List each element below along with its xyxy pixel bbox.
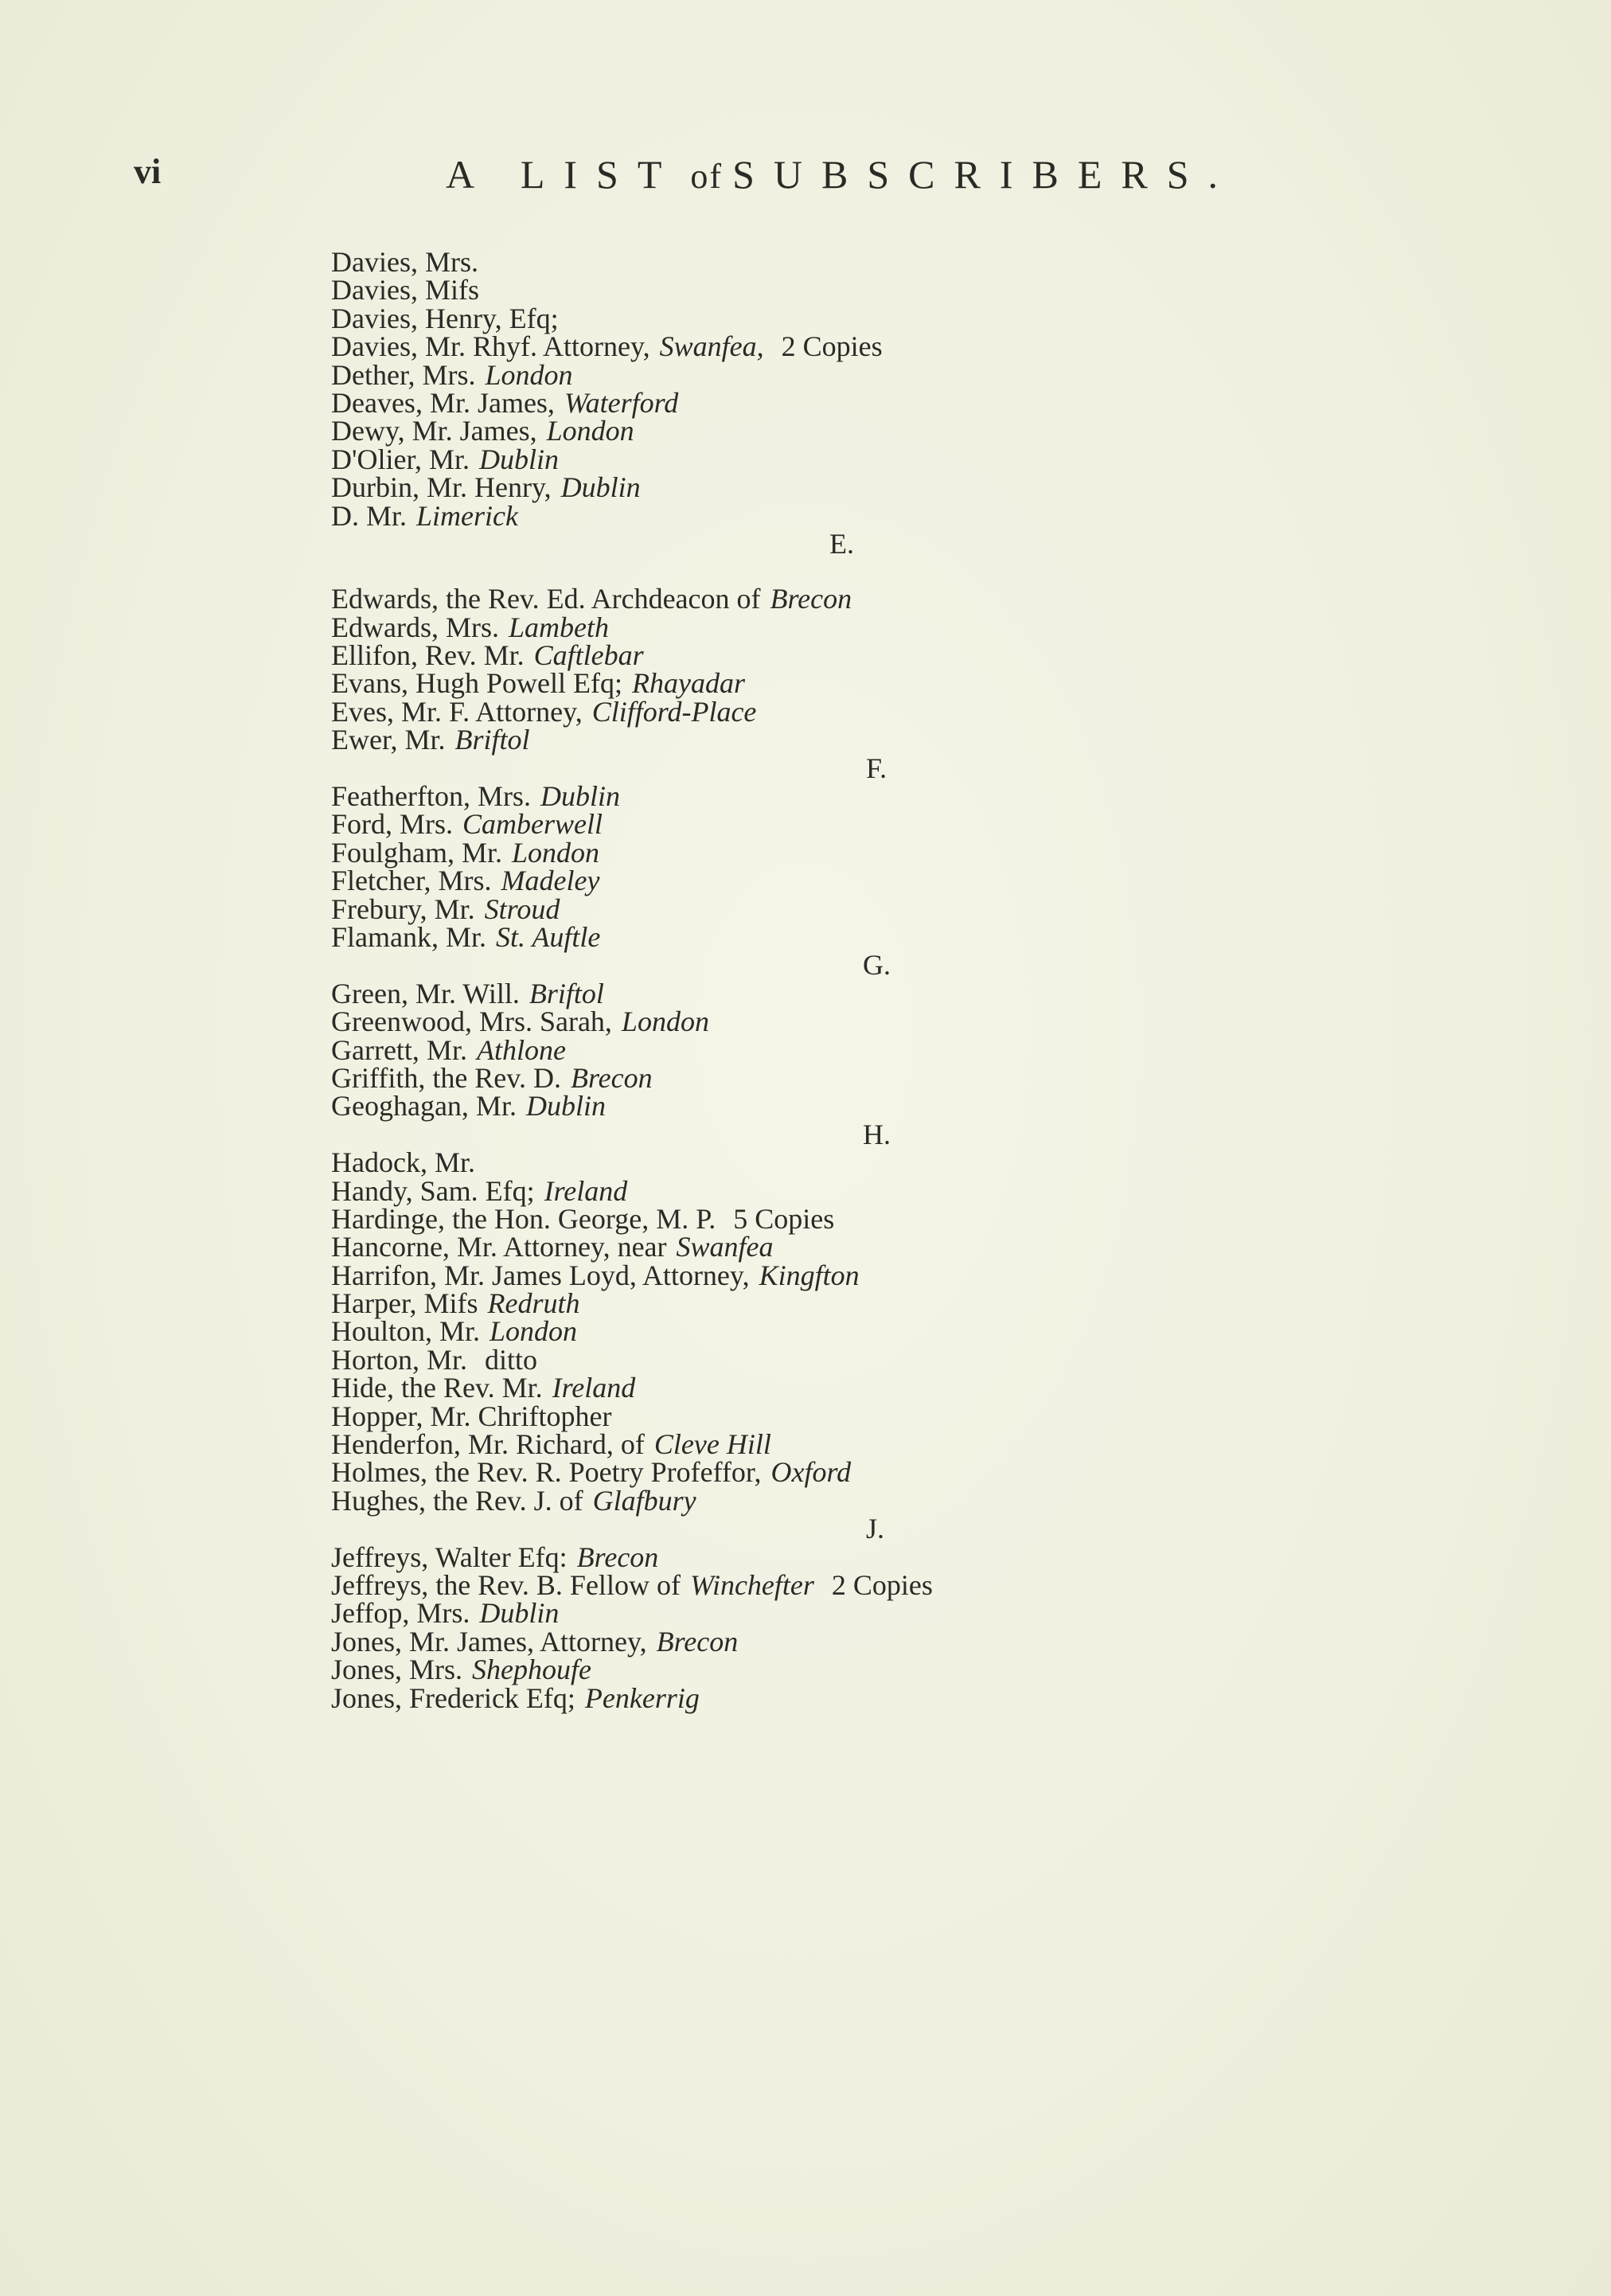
subscriber-entry (331, 639, 1525, 672)
subscriber-entry (331, 920, 1525, 953)
subscriber-place: London (490, 1315, 578, 1348)
subscriber-note: 2 Copies (781, 330, 883, 363)
section-h (331, 1146, 1525, 1517)
section-heading-h: H. (863, 1118, 891, 1150)
page-title (446, 151, 1237, 197)
subscriber-entry (331, 808, 1525, 841)
subscriber-name: Holmes, the Rev. R. Poetry Profeffor, (331, 1456, 762, 1489)
subscriber-entry (331, 1033, 1525, 1066)
subscriber-place: Penkerrig (584, 1681, 700, 1714)
subscriber-name: Ewer, Mr. (331, 724, 446, 756)
subscriber-name: Jeffreys, Walter Efq: (331, 1540, 568, 1573)
subscriber-place: Cleve Hill (653, 1428, 771, 1461)
subscriber-name: Green, Mr. Will. (331, 977, 520, 1009)
subscriber-entry (331, 1374, 1525, 1402)
subscriber-entry (331, 471, 1525, 504)
subscriber-name: Henderfon, Mr. Richard, of (331, 1428, 645, 1461)
subscriber-place: Redruth (487, 1287, 580, 1320)
subscriber-place: Brecon (770, 583, 852, 615)
subscriber-place: Limerick (416, 499, 518, 532)
subscriber-name: Edwards, Mrs. (331, 611, 499, 643)
subscriber-place: Oxford (770, 1456, 852, 1489)
subscriber-note: 2 Copies (831, 1568, 933, 1601)
subscriber-entry (331, 386, 1525, 419)
subscriber-name: Hadock, Mr. (331, 1146, 475, 1179)
subscriber-place: Winchefter (689, 1568, 814, 1601)
subscriber-name: Geoghagan, Mr. (331, 1090, 517, 1123)
subscriber-name: Davies, Henry, Efq; (331, 302, 559, 334)
subscriber-entry (331, 248, 1525, 276)
subscriber-name: Evans, Hugh Powell Efq; (331, 667, 622, 700)
subscriber-place: Waterford (564, 386, 679, 419)
subscriber-name: Dewy, Mr. James, (331, 415, 537, 447)
subscriber-entry (331, 1233, 1525, 1261)
subscriber-place: Dublin (525, 1090, 606, 1123)
subscriber-entry (331, 1681, 1525, 1714)
subscriber-name: Davies, Mr. Rhyf. Attorney, (331, 330, 650, 363)
subscriber-name: Davies, Mifs (331, 274, 479, 307)
subscriber-entry (331, 330, 1525, 363)
subscriber-name: Durbin, Mr. Henry, (331, 471, 552, 504)
subscriber-name: Ford, Mrs. (331, 808, 454, 841)
subscriber-entry (331, 1259, 1525, 1291)
subscriber-name: Hopper, Mr. Chriftopher (331, 1400, 612, 1432)
section-heading-j: J. (866, 1513, 885, 1545)
subscriber-name: Fletcher, Mrs. (331, 865, 492, 897)
subscriber-place: Shephoufe (472, 1654, 591, 1686)
subscriber-place: Athlone (476, 1033, 566, 1066)
subscriber-place: Stroud (484, 892, 560, 925)
section-heading-g: G. (863, 949, 891, 982)
subscriber-entry (331, 780, 1525, 813)
subscriber-entry (331, 867, 1525, 895)
title-of: of (690, 157, 724, 196)
subscriber-place: Camberwell (462, 808, 603, 841)
subscriber-place: Caftlebar (533, 639, 644, 672)
subscriber-place: Brecon (576, 1540, 659, 1573)
subscriber-place: Briftol (454, 724, 530, 756)
subscriber-name: Garrett, Mr. (331, 1033, 467, 1066)
subscriber-entry (331, 274, 1525, 307)
subscriber-place: Dublin (540, 780, 620, 813)
subscriber-name: Featherfton, Mrs. (331, 780, 531, 813)
section-heading-f: F. (866, 752, 887, 784)
subscriber-place: Dublin (479, 1597, 560, 1630)
subscriber-name: Harrifon, Mr. James Loyd, Attorney, (331, 1259, 750, 1291)
subscriber-entry (331, 892, 1525, 925)
subscriber-entry (331, 1090, 1525, 1123)
section-d (331, 248, 1525, 530)
subscriber-place: Lambeth (508, 611, 609, 643)
subscriber-entry (331, 1484, 1525, 1517)
subscriber-entry (331, 499, 1525, 532)
title-list: LIST (520, 152, 681, 197)
subscriber-entry (331, 1625, 1525, 1658)
subscriber-entry (331, 443, 1525, 475)
subscriber-name: Deaves, Mr. James, (331, 386, 555, 419)
subscriber-name: Jones, Frederick Efq; (331, 1681, 575, 1714)
subscriber-name: Jones, Mrs. (331, 1654, 463, 1686)
subscriber-place: Brecon (656, 1625, 739, 1658)
subscriber-name: Hide, the Rev. Mr. (331, 1372, 543, 1404)
running-head (0, 151, 1611, 199)
subscriber-place: Madeley (501, 865, 600, 897)
subscriber-entry (331, 1287, 1525, 1320)
subscriber-name: Jones, Mr. James, Attorney, (331, 1625, 647, 1658)
section-g (331, 977, 1525, 1123)
subscriber-name: Edwards, the Rev. Ed. Archdeacon of (331, 583, 761, 615)
subscriber-entry (331, 1400, 1525, 1432)
title-a: A (446, 152, 492, 197)
subscriber-place: London (621, 1005, 709, 1038)
subscriber-name: Greenwood, Mrs. Sarah, (331, 1005, 612, 1038)
subscriber-name: Griffith, the Rev. D. (331, 1061, 561, 1094)
section-e (331, 585, 1525, 754)
subscriber-entry (331, 585, 1525, 613)
subscriber-place: Ireland (544, 1174, 628, 1207)
subscriber-name: Hardinge, the Hon. George, M. P. (331, 1202, 716, 1235)
subscriber-name: D'Olier, Mr. (331, 443, 470, 475)
subscriber-entry (331, 611, 1525, 643)
subscriber-entry (331, 667, 1525, 700)
subscriber-name: D. Mr. (331, 499, 408, 532)
subscriber-entry (331, 695, 1525, 728)
subscriber-name: Hughes, the Rev. J. of (331, 1484, 583, 1517)
subscriber-place: Dublin (479, 443, 560, 475)
subscriber-place: Clifford-Place (591, 695, 757, 728)
subscriber-place: London (485, 358, 573, 391)
subscriber-name: Frebury, Mr. (331, 892, 475, 925)
subscriber-entry (331, 1428, 1525, 1461)
subscriber-name: Eves, Mr. F. Attorney, (331, 695, 583, 728)
subscriber-entry (331, 1456, 1525, 1489)
subscriber-note: ditto (485, 1343, 538, 1376)
subscriber-entry (331, 302, 1525, 334)
subscriber-place: London (512, 836, 600, 869)
subscriber-entry (331, 1202, 1525, 1235)
subscriber-entry (331, 1540, 1525, 1573)
subscriber-name: Dether, Mrs. (331, 358, 476, 391)
subscriber-name: Handy, Sam. Efq; (331, 1174, 535, 1207)
subscriber-place: Swanfea (676, 1231, 774, 1263)
subscriber-name: Davies, Mrs. (331, 246, 478, 278)
title-subscribers: SUBSCRIBERS. (732, 152, 1238, 197)
subscriber-entry (331, 1315, 1525, 1348)
subscriber-name: Ellifon, Rev. Mr. (331, 639, 525, 672)
subscriber-entry (331, 1568, 1525, 1601)
subscriber-entry (331, 417, 1525, 445)
subscriber-entry (331, 1597, 1525, 1630)
subscriber-place: Rhayadar (631, 667, 745, 700)
subscriber-name: Flamank, Mr. (331, 920, 486, 953)
subscriber-name: Harper, Mifs (331, 1287, 478, 1320)
subscriber-place: Dublin (560, 471, 641, 504)
subscriber-entry (331, 726, 1525, 754)
subscriber-name: Jeffop, Mrs. (331, 1597, 470, 1630)
subscriber-place: Ireland (552, 1372, 636, 1404)
subscriber-entry (331, 1343, 1525, 1376)
subscriber-entry (331, 1005, 1525, 1038)
subscriber-entry (331, 836, 1525, 869)
subscriber-place: Swanfea, (659, 330, 764, 363)
subscriber-note: 5 Copies (733, 1202, 835, 1235)
subscriber-name: Houlton, Mr. (331, 1315, 481, 1348)
subscriber-name: Hancorne, Mr. Attorney, near (331, 1231, 667, 1263)
subscriber-place: Glafbury (592, 1484, 696, 1517)
subscriber-list (331, 248, 1525, 1712)
section-f (331, 780, 1525, 953)
subscriber-place: St. Auftle (496, 920, 601, 953)
section-j (331, 1540, 1525, 1714)
subscriber-entry (331, 1061, 1525, 1094)
page-number: vi (134, 152, 162, 191)
section-heading-e: E. (829, 527, 854, 560)
subscriber-name: Foulgham, Mr. (331, 836, 503, 869)
subscriber-entry (331, 1656, 1525, 1684)
subscriber-entry (331, 358, 1525, 391)
subscriber-entry (331, 1146, 1525, 1179)
subscriber-place: Kingfton (759, 1259, 860, 1291)
subscriber-name: Jeffreys, the Rev. B. Fellow of (331, 1568, 681, 1601)
subscriber-place: London (546, 415, 634, 447)
subscriber-name: Horton, Mr. (331, 1343, 467, 1376)
subscriber-entry (331, 1174, 1525, 1207)
subscriber-place: Briftol (529, 977, 604, 1009)
subscriber-entry (331, 977, 1525, 1009)
subscriber-place: Brecon (570, 1061, 653, 1094)
